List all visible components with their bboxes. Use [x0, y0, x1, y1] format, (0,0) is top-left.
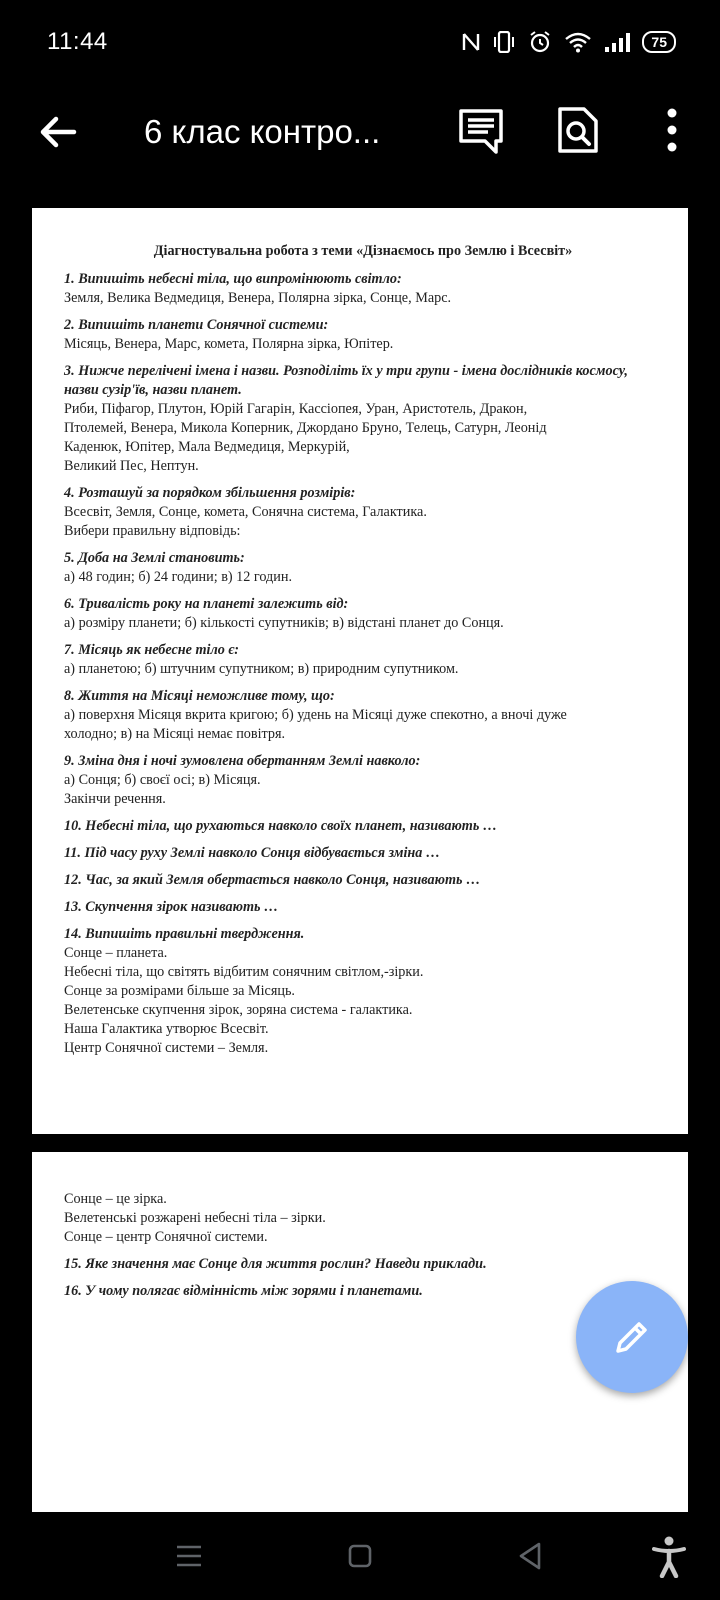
- question-title: 15. Яке значення має Сонце для життя рослин? Наведи приклади.: [64, 1256, 487, 1272]
- answer-text: Сонце за розмірами більше за Місяць.: [64, 983, 295, 999]
- question-block: [64, 687, 662, 744]
- question-title: 5. Доба на Землі становить:: [64, 550, 245, 566]
- find-in-page-icon[interactable]: [556, 106, 600, 154]
- answer-text: Небесні тіла, що світять відбитим сонячним світлом,-зірки.: [64, 964, 424, 980]
- recents-menu-icon[interactable]: [176, 1544, 202, 1568]
- accessibility-icon[interactable]: [652, 1536, 686, 1578]
- question-title: 16. У чому полягає відмінність між зорями і планетами.: [64, 1283, 423, 1299]
- vibrate-icon: [492, 31, 516, 53]
- answer-text: Риби, Піфагор, Плутон, Юрій Гагарін, Кассіопея, Уран, Аристотель, Дракон,: [64, 401, 528, 417]
- answer-text: а) планетою; б) штучним супутником; в) природним супутником.: [64, 661, 459, 677]
- edit-pencil-icon: [612, 1317, 652, 1357]
- comment-icon[interactable]: [458, 108, 504, 154]
- answer-text: Наша Галактика утворює Всесвіт.: [64, 1021, 269, 1037]
- question-title: 11. Під часу руху Землі навколо Сонця відбувається зміна …: [64, 845, 441, 861]
- battery-icon: 75: [642, 31, 676, 53]
- answer-text: Каденюк, Юпітер, Мала Ведмедиця, Меркурій,: [64, 439, 350, 455]
- question-title: 1. Випишіть небесні тіла, що випромінюють світло:: [64, 271, 402, 287]
- question-title: 9. Зміна дня і ночі зумовлена обертанням Землі навколо:: [64, 753, 421, 769]
- answer-text: Закінчи речення.: [64, 791, 166, 807]
- answer-text: Птолемей, Венера, Микола Коперник, Джордано Бруно, Телець, Сатурн, Леонід: [64, 420, 547, 436]
- answer-text: а) поверхня Місяця вкрита кригою; б) удень на Місяці дуже спекотно, а вночі дуже: [64, 707, 567, 723]
- question-title: 4. Розташуй за порядком збільшення розмірів:: [64, 485, 356, 501]
- page-2-content: [64, 1190, 662, 1309]
- question-block: [64, 817, 662, 836]
- status-time: 11:44: [47, 28, 108, 55]
- question-block: [64, 362, 662, 476]
- question-block: [64, 925, 662, 1058]
- answer-text: Велетенське скупчення зірок, зоряна система - галактика.: [64, 1002, 413, 1018]
- document-heading: Діагностувальна робота з теми «Дізнаємось про Землю і Всесвіт»: [153, 243, 573, 259]
- question-block: [64, 871, 662, 890]
- more-vert-icon[interactable]: [656, 104, 688, 156]
- alarm-icon: [528, 30, 552, 54]
- question-title: 7. Місяць як небесне тіло є:: [64, 642, 240, 658]
- page-1-content: [64, 242, 662, 1066]
- question-block: [64, 270, 662, 308]
- document-page-1[interactable]: [32, 208, 688, 1134]
- home-icon[interactable]: [348, 1544, 372, 1568]
- question-title: 2. Випишіть планети Сонячної системи:: [64, 317, 329, 333]
- answer-text: Велетенські розжарені небесні тіла – зірки.: [64, 1210, 326, 1226]
- answer-text: а) розміру планети; б) кількості супутників; в) відстані планет до Сонця.: [64, 615, 504, 631]
- answer-text: Сонце – планета.: [64, 945, 168, 961]
- app-bar: [0, 88, 720, 188]
- question-block: [64, 1255, 662, 1274]
- question-block: [64, 844, 662, 863]
- status-bar: [0, 0, 720, 88]
- answer-text: Всесвіт, Земля, Сонце, комета, Сонячна система, Галактика.: [64, 504, 427, 520]
- question-block: [64, 641, 662, 679]
- question-title: 3. Нижче перелічені імена і назви. Розподіліть їх у три групи - імена дослідників космосу, назви сузір'їв, назви планет.: [64, 363, 628, 398]
- back-icon[interactable]: [518, 1542, 542, 1570]
- document-title: 6 клас контро...: [144, 113, 381, 150]
- answer-text: Земля, Велика Ведмедиця, Венера, Полярна зірка, Сонце, Марс.: [64, 290, 452, 306]
- question-block: [64, 752, 662, 809]
- navigation-bar: [0, 1520, 720, 1600]
- question-block: [64, 549, 662, 587]
- question-block: [64, 1190, 662, 1247]
- wifi-icon: [564, 31, 592, 53]
- question-block: [64, 1282, 662, 1301]
- answer-text: Центр Сонячної системи – Земля.: [64, 1040, 269, 1056]
- edit-fab-button[interactable]: [576, 1281, 688, 1393]
- question-block: [64, 484, 662, 541]
- question-title: 13. Скупчення зірок називають …: [64, 899, 279, 915]
- question-title: 6. Тривалість року на планеті залежить від:: [64, 596, 349, 612]
- answer-text: Вибери правильну відповідь:: [64, 523, 241, 539]
- status-icons: [462, 30, 676, 54]
- answer-text: а) Сонця; б) своєї осі; в) Місяця.: [64, 772, 261, 788]
- question-block: [64, 316, 662, 354]
- answer-text: а) 48 годин; б) 24 години; в) 12 годин.: [64, 569, 293, 585]
- back-arrow-icon[interactable]: [34, 108, 82, 156]
- question-block: [64, 898, 662, 917]
- signal-icon: [604, 31, 630, 53]
- question-block: [64, 595, 662, 633]
- nfc-icon: [462, 32, 480, 52]
- answer-text: Сонце – це зірка.: [64, 1191, 167, 1207]
- question-title: 14. Випишіть правильні твердження.: [64, 926, 305, 942]
- question-title: 10. Небесні тіла, що рухаються навколо своїх планет, називають …: [64, 818, 498, 834]
- question-title: 8. Життя на Місяці неможливе тому, що:: [64, 688, 335, 704]
- answer-text: Місяць, Венера, Марс, комета, Полярна зірка, Юпітер.: [64, 336, 394, 352]
- answer-text: холодно; в) на Місяці немає повітря.: [64, 726, 286, 742]
- answer-text: Сонце – центр Сонячної системи.: [64, 1229, 268, 1245]
- answer-text: Великий Пес, Нептун.: [64, 458, 199, 474]
- question-title: 12. Час, за який Земля обертається навколо Сонця, називають …: [64, 872, 481, 888]
